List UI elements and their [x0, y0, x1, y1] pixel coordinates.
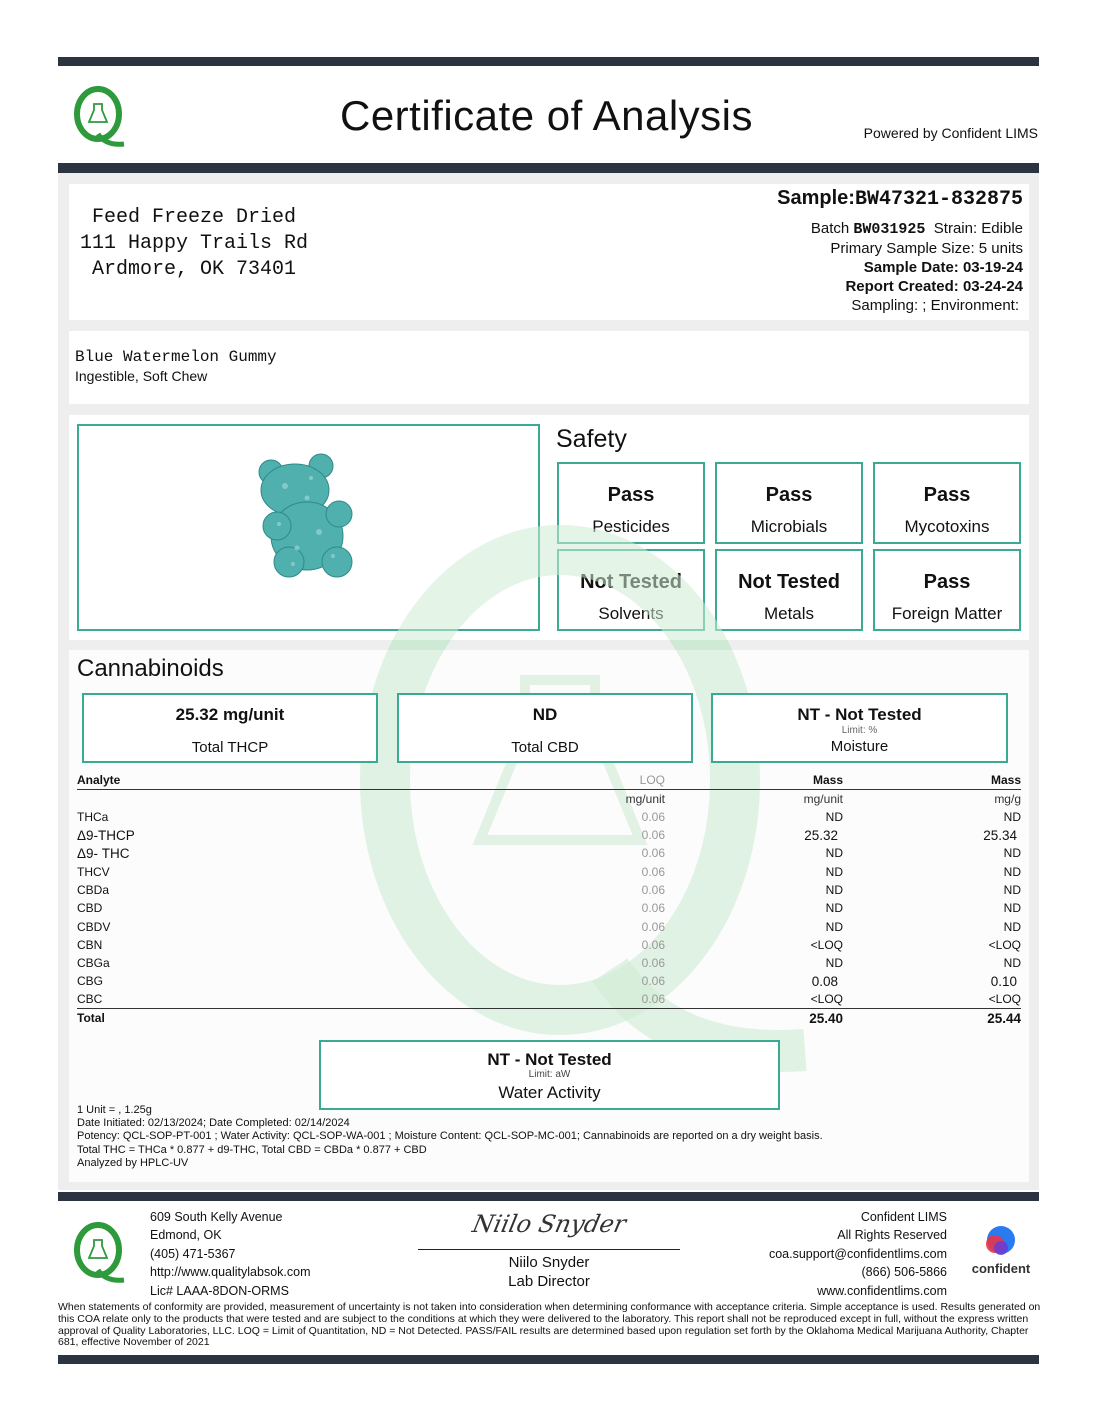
table-row [77, 954, 1021, 972]
safety-result: Not Tested [580, 571, 682, 593]
moisture-result: NT - Not Tested [797, 705, 922, 724]
table-row [77, 899, 1021, 917]
table-row [77, 936, 1021, 954]
safety-tile-mycotoxins [873, 462, 1021, 544]
safety-result: Pass [607, 484, 655, 506]
header-bar [58, 163, 1039, 173]
total-cbd-tile [397, 693, 693, 763]
total-label: Total [77, 1009, 545, 1027]
product-info [75, 348, 277, 384]
analytes-table [77, 771, 1021, 1027]
analyte-name: CBG [77, 974, 104, 989]
confident-rights: All Rights Reserved [837, 1228, 947, 1243]
cannabinoids-heading: Cannabinoids [77, 655, 224, 682]
note-line: 1 Unit = , 1.25g [77, 1104, 152, 1116]
disclaimer: When statements of conformity are provided, measurement of uncertainty is not taken into consideration when determining conformance with acceptance criteria. Simple acceptance is used. Results generated on this COA relate only to the products that were tested and are subject to the conditions at which they were delivered to the laboratory. This report shall not be reproduced except in full, without the express written approval of Quality Laboratories, LLC. LOQ = Limit of Quantitation, ND = Not Detected. PASS/FAIL results are determined based upon regulation set forth by the Oklahoma Medical Marijuana Authority, Chapter 681, effective November of 2021 [58, 1301, 1041, 1349]
total-thcp-tile [82, 693, 378, 763]
analyte-loq: 0.06 [641, 828, 665, 843]
analyte-mass-unit: ND [825, 901, 843, 916]
client-address-line2: Ardmore, OK 73401 [92, 258, 297, 281]
lab-license: Lic# LAAA-8DON-ORMS [150, 1283, 289, 1298]
analyte-mass-gram: 0.10 [990, 973, 1017, 989]
analyte-mass-unit: ND [825, 846, 843, 861]
analyte-mass-gram: ND [1003, 919, 1021, 934]
lab-address1: 609 South Kelly Avenue [150, 1210, 283, 1224]
total-thcp-value: 25.32 [175, 705, 219, 724]
column-loq: LOQ [545, 771, 665, 789]
sample-label: Sample: [777, 187, 855, 209]
note-line: Analyzed by HPLC-UV [77, 1156, 189, 1169]
analyte-mass-unit: ND [825, 882, 843, 897]
table-row [77, 826, 1021, 844]
sample-info [777, 185, 1023, 315]
analyte-mass-gram: ND [1003, 864, 1021, 879]
analyte-loq: 0.06 [641, 956, 665, 971]
unit-mass2: mg/g [994, 791, 1021, 806]
analyte-name: CBDa [77, 882, 110, 897]
table-row [77, 972, 1021, 990]
moisture-label: Moisture [830, 738, 889, 755]
safety-heading: Safety [556, 425, 627, 453]
safety-label: Mycotoxins [904, 517, 990, 536]
sample-id-row [777, 185, 1023, 213]
total-thcp-unit: mg/unit [222, 705, 285, 724]
top-bar [58, 57, 1039, 66]
analyte-mass-unit: ND [825, 919, 843, 934]
confident-phone: (866) 506-5866 [861, 1265, 947, 1280]
table-row [77, 862, 1021, 880]
units-blank [77, 789, 545, 807]
unit-loq: mg/unit [625, 791, 665, 806]
safety-result: Pass [923, 571, 971, 593]
confident-logo [968, 1222, 1034, 1276]
safety-result: Not Tested [738, 571, 840, 593]
batch-id: BW031925 [853, 221, 926, 238]
sampling-environment: Sampling: ; Environment: [851, 297, 1019, 314]
confident-website[interactable]: www.confidentlims.com [817, 1283, 947, 1298]
total-cbd-value: ND [532, 705, 558, 724]
footer-bar [58, 1192, 1039, 1201]
product-type: Ingestible, Soft Chew [75, 368, 208, 384]
table-header [77, 771, 1021, 789]
moisture-tile [711, 693, 1008, 763]
analyte-mass-unit: <LOQ [810, 937, 843, 952]
analyte-name: THCV [77, 864, 110, 879]
product-name: Blue Watermelon Gummy [75, 348, 277, 366]
confident-name: Confident LIMS [860, 1210, 947, 1224]
client-address-line1: 111 Happy Trails Rd [80, 232, 309, 255]
confident-contact [769, 1208, 947, 1300]
water-activity-result: NT - Not Tested [487, 1050, 612, 1069]
analyte-mass-unit: 25.32 [804, 827, 838, 843]
table-row [77, 991, 1021, 1009]
analyte-loq: 0.06 [641, 974, 665, 989]
column-mass-gram: Mass [843, 771, 1021, 789]
note-line: Potency: QCL-SOP-PT-001 ; Water Activity: QCL-SOP-WA-001 ; Moisture Content: QCL-SOP-MC-001; Cannabinoids are reported on a dry weight basis. [77, 1130, 823, 1143]
analyte-mass-gram: ND [1003, 901, 1021, 916]
safety-label: Solvents [598, 604, 664, 623]
primary-sample-size: Primary Sample Size: 5 units [830, 240, 1023, 257]
bottom-bar [58, 1355, 1039, 1364]
analyte-name: CBGa [77, 956, 110, 971]
lab-contact [150, 1208, 311, 1300]
analyte-loq: 0.06 [641, 919, 665, 934]
analyte-loq: 0.06 [641, 864, 665, 879]
safety-label: Microbials [750, 517, 828, 536]
analyte-mass-unit: <LOQ [810, 992, 843, 1007]
analyte-mass-gram: ND [1003, 846, 1021, 861]
confident-logo-icon [979, 1222, 1023, 1258]
analyte-mass-unit: ND [825, 809, 843, 824]
total-cbd-label: Total CBD [511, 739, 579, 756]
total-row [77, 1009, 1021, 1027]
analyte-mass-unit: 0.08 [811, 973, 838, 989]
analyte-loq: 0.06 [641, 809, 665, 824]
unit-mass1: mg/unit [803, 791, 843, 806]
analyte-loq: 0.06 [641, 882, 665, 897]
column-mass-unit: Mass [665, 771, 843, 789]
analyte-mass-gram: ND [1003, 809, 1021, 824]
table-row [77, 917, 1021, 935]
analyte-name: CBD [77, 901, 103, 916]
analyte-mass-unit: ND [825, 956, 843, 971]
analyte-loq: 0.06 [641, 901, 665, 916]
table-row [77, 808, 1021, 826]
water-activity-tile [319, 1040, 780, 1110]
analyte-loq: 0.06 [641, 937, 665, 952]
sample-date: Sample Date: 03-19-24 [863, 259, 1023, 276]
column-analyte: Analyte [77, 771, 545, 789]
report-created: Report Created: 03-24-24 [845, 278, 1023, 295]
table-row [77, 881, 1021, 899]
signer-name: Niilo Snyder [508, 1254, 590, 1271]
analyte-mass-unit: ND [825, 864, 843, 879]
analyte-name: THCa [77, 809, 109, 824]
signature-script: Niilo Snyder [469, 1210, 629, 1238]
sample-id: BW47321-832875 [854, 188, 1023, 211]
total-loq-blank [545, 1009, 665, 1027]
water-activity-limit: Limit: aW [528, 1069, 571, 1080]
water-activity-label: Water Activity [498, 1083, 601, 1102]
note-line: Date Initiated: 02/13/2024; Date Completed: 02/14/2024 [77, 1117, 350, 1130]
notes [77, 1104, 823, 1170]
gummy-bear-image [249, 452, 359, 582]
total-mass-gram: 25.44 [843, 1009, 1021, 1027]
confident-logo-text: confident [971, 1261, 1031, 1276]
analyte-mass-gram: ND [1003, 882, 1021, 897]
total-thcp-label: Total THCP [191, 739, 269, 756]
lab-phone: (405) 471-5367 [150, 1246, 236, 1261]
powered-by: Powered by Confident LIMS [863, 125, 1038, 141]
strain: Strain: Edible [933, 220, 1023, 237]
analyte-name: Δ9-THCP [77, 827, 135, 843]
analyte-name: Δ9- THC [77, 845, 130, 861]
total-thcp-value-row [84, 705, 376, 725]
lab-address2: Edmond, OK [150, 1228, 222, 1243]
analyte-mass-gram: <LOQ [988, 992, 1021, 1007]
footer-quality-labs-logo-icon [72, 1220, 126, 1286]
table-row [77, 844, 1021, 862]
safety-result: Pass [923, 484, 971, 506]
analyte-loq: 0.06 [641, 992, 665, 1007]
analyte-loq: 0.06 [641, 846, 665, 861]
safety-label: Foreign Matter [891, 604, 1003, 623]
analyte-mass-gram: ND [1003, 956, 1021, 971]
safety-label: Pesticides [592, 517, 670, 536]
batch-label: Batch [810, 220, 850, 237]
client-info [80, 205, 308, 283]
signer-title: Lab Director [508, 1273, 590, 1290]
lab-website[interactable]: http://www.qualitylabsok.com [150, 1265, 311, 1280]
units-row [77, 789, 1021, 807]
moisture-limit: Limit: % [841, 725, 878, 736]
batch-row [777, 219, 1023, 239]
page-title: Certificate of Analysis [339, 92, 753, 139]
note-line: Total THC = THCa * 0.877 + d9-THC, Total CBD = CBDa * 0.877 + CBD [77, 1143, 427, 1156]
analyte-name: CBDV [77, 919, 111, 934]
client-name: Feed Freeze Dried [92, 206, 297, 229]
confident-email[interactable]: coa.support@confidentlims.com [768, 1246, 947, 1261]
safety-tile-foreign-matter [873, 549, 1021, 631]
analyte-name: CBC [77, 992, 103, 1007]
analyte-mass-gram: <LOQ [988, 937, 1021, 952]
safety-label: Metals [763, 604, 815, 623]
analyte-name: CBN [77, 937, 103, 952]
total-mass-unit: 25.40 [665, 1009, 843, 1027]
signature-block [418, 1206, 680, 1290]
safety-result: Pass [765, 484, 813, 506]
analyte-mass-gram: 25.34 [983, 827, 1017, 843]
